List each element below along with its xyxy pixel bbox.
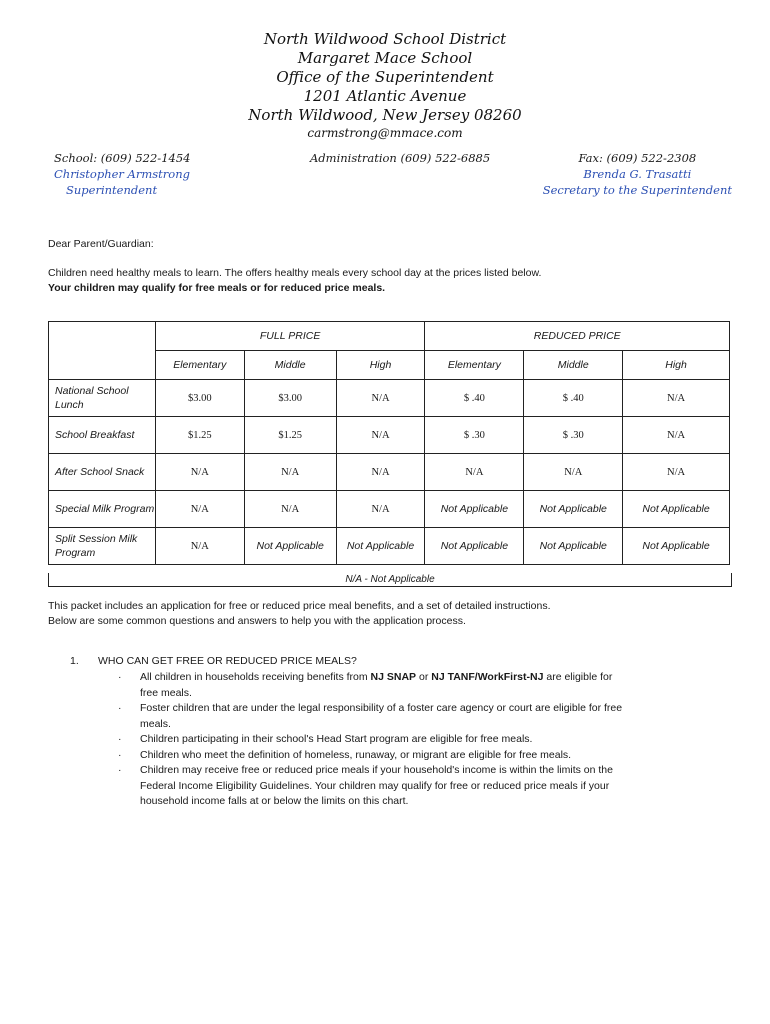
price-cell: $1.25 — [244, 417, 336, 454]
table-group-header-row — [49, 322, 730, 351]
price-cell: N/A — [623, 417, 730, 454]
admin-phone: Administration (609) 522-6885 — [310, 151, 491, 165]
school-phone: School: (609) 522-1454 — [54, 151, 191, 165]
reduced-price-header: REDUCED PRICE — [425, 322, 730, 351]
secretary-title: Secretary to the Superintendent — [542, 183, 732, 197]
snap-label: NJ SNAP — [370, 671, 417, 683]
bullet-icon: · — [118, 748, 122, 761]
table-row — [49, 454, 730, 491]
price-cell: N/A — [336, 454, 425, 491]
bullet-icon: · — [118, 702, 122, 714]
intro-paragraph — [48, 266, 738, 296]
price-cell: N/A — [623, 380, 730, 417]
price-cell: Not Applicable — [336, 528, 425, 565]
column-header: High — [623, 351, 730, 380]
price-cell: Not Applicable — [244, 528, 336, 565]
price-cell: Not Applicable — [524, 491, 623, 528]
list-item: · Children who meet the definition of homeless, runaway, or migrant are eligible for free meals. — [118, 748, 633, 764]
eligibility-list — [118, 670, 633, 810]
greeting: Dear Parent/Guardian: — [48, 238, 154, 250]
office-name: Office of the Superintendent — [276, 68, 494, 86]
contact-left — [54, 150, 190, 198]
superintendent-name: Christopher Armstrong — [54, 167, 190, 181]
table-footnote: N/A - Not Applicable — [48, 573, 732, 587]
email-address: carmstrong@mmace.com — [307, 126, 463, 140]
street-address: 1201 Atlantic Avenue — [303, 87, 467, 105]
column-header: Elementary — [425, 351, 524, 380]
contact-right — [543, 150, 732, 198]
price-cell: $ .30 — [524, 417, 623, 454]
price-cell: $ .40 — [425, 380, 524, 417]
price-cell: N/A — [244, 454, 336, 491]
row-label: School Breakfast — [49, 417, 156, 454]
question-heading — [70, 654, 357, 669]
full-price-header: FULL PRICE — [155, 322, 425, 351]
secretary-name: Brenda G. Trasatti — [583, 167, 692, 181]
intro-line: Children need healthy meals to learn. The offers healthy meals every school day at the prices listed below. — [48, 267, 542, 279]
district-name: North Wildwood School District — [263, 30, 507, 48]
price-cell: N/A — [336, 417, 425, 454]
superintendent-title: Superintendent — [66, 183, 158, 197]
row-label: National School Lunch — [49, 380, 156, 417]
letterhead — [0, 30, 770, 142]
price-cell: N/A — [155, 454, 244, 491]
bullet-icon: · — [118, 733, 122, 745]
column-header: Middle — [244, 351, 336, 380]
school-name: Margaret Mace School — [297, 49, 473, 67]
list-item: · Children participating in their school's Head Start program are eligible for free meals. — [118, 732, 633, 748]
meal-price-table — [48, 321, 730, 565]
question-text: WHO CAN GET FREE OR REDUCED PRICE MEALS? — [98, 655, 357, 667]
price-cell: $3.00 — [155, 380, 244, 417]
price-cell: N/A — [623, 454, 730, 491]
price-cell: N/A — [155, 528, 244, 565]
column-header: High — [336, 351, 425, 380]
column-header: Elementary — [155, 351, 244, 380]
price-cell: $ .40 — [524, 380, 623, 417]
price-cell: Not Applicable — [425, 528, 524, 565]
row-label: Special Milk Program — [49, 491, 156, 528]
city-address: North Wildwood, New Jersey 08260 — [248, 106, 522, 124]
list-item: · All children in households receiving benefits from NJ SNAP or NJ TANF/WorkFirst-NJ are eligible for free meals. — [118, 671, 613, 699]
price-cell: N/A — [524, 454, 623, 491]
row-label: Split Session Milk Program — [49, 528, 156, 565]
price-cell: $3.00 — [244, 380, 336, 417]
price-cell: Not Applicable — [623, 491, 730, 528]
bullet-icon: · — [118, 671, 122, 683]
table-row — [49, 380, 730, 417]
column-header: Middle — [524, 351, 623, 380]
intro-bold-line: Your children may qualify for free meals or for reduced price meals. — [48, 282, 386, 294]
table-row — [49, 417, 730, 454]
packet-line: Below are some common questions and answers to help you with the application process. — [48, 615, 466, 627]
price-cell: N/A — [244, 491, 336, 528]
fax-number: Fax: (609) 522-2308 — [578, 151, 697, 165]
price-cell: N/A — [425, 454, 524, 491]
price-cell: $ .30 — [425, 417, 524, 454]
list-item: · Children may receive free or reduced price meals if your household's income is within the limits on the Federal Income Eligibility Guidelines. Your children may qualify for free or reduced price meals if your household income falls at or below the limits on this chart. — [118, 764, 613, 807]
list-item: · Foster children that are under the legal responsibility of a foster care agency or court are eligible for free meals. — [118, 702, 623, 730]
packet-paragraph — [48, 599, 738, 629]
row-label: After School Snack — [49, 454, 156, 491]
price-cell: N/A — [155, 491, 244, 528]
price-cell: Not Applicable — [623, 528, 730, 565]
price-cell: Not Applicable — [524, 528, 623, 565]
table-row — [49, 491, 730, 528]
price-cell: N/A — [336, 491, 425, 528]
table-row — [49, 528, 730, 565]
question-number: 1. — [70, 655, 79, 667]
bullet-icon: · — [118, 764, 122, 776]
price-cell: $1.25 — [155, 417, 244, 454]
table-corner-cell — [49, 322, 156, 380]
price-cell: N/A — [336, 380, 425, 417]
tanf-label: NJ TANF/WorkFirst-NJ — [431, 671, 544, 683]
packet-line: This packet includes an application for free or reduced price meal benefits, and a set of detailed instructions. — [48, 600, 551, 612]
price-cell: Not Applicable — [425, 491, 524, 528]
